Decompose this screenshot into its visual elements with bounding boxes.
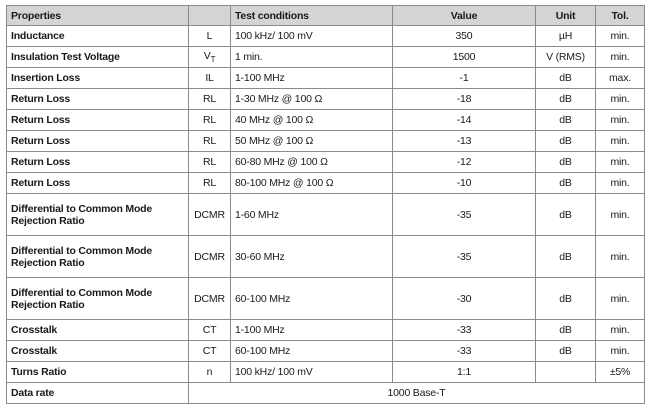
- condition-cell: 1-60 MHz: [231, 194, 393, 236]
- tol-cell: min.: [596, 341, 645, 362]
- condition-cell: 1-100 MHz: [231, 320, 393, 341]
- condition-cell: 60-100 MHz: [231, 278, 393, 320]
- tol-cell: min.: [596, 152, 645, 173]
- tol-cell: min.: [596, 278, 645, 320]
- header-properties: Properties: [7, 6, 189, 26]
- symbol-cell: [189, 362, 231, 383]
- header-test-conditions: Test conditions: [231, 6, 393, 26]
- tol-cell: ±5%: [596, 362, 645, 383]
- property-cell: Crosstalk: [7, 341, 189, 362]
- value-cell: -30: [393, 278, 536, 320]
- condition-cell: 80-100 MHz @ 100 Ω: [231, 173, 393, 194]
- tol-cell: min.: [596, 131, 645, 152]
- unit-cell: dB: [536, 320, 596, 341]
- unit-cell: dB: [536, 152, 596, 173]
- symbol-text: V: [203, 49, 211, 62]
- unit-cell: dB: [536, 173, 596, 194]
- condition-cell: 1 min.: [231, 47, 393, 68]
- tol-cell: min.: [596, 47, 645, 68]
- unit-cell: dB: [536, 89, 596, 110]
- property-cell: Inductance: [7, 26, 189, 47]
- table-row: [7, 194, 645, 236]
- value-cell: -14: [393, 110, 536, 131]
- condition-cell: 40 MHz @ 100 Ω: [231, 110, 393, 131]
- symbol-cell: [189, 320, 231, 341]
- tol-cell: min.: [596, 89, 645, 110]
- table-footer: [7, 383, 645, 404]
- unit-cell: dB: [536, 278, 596, 320]
- tol-cell: min.: [596, 173, 645, 194]
- header-tol: Tol.: [596, 6, 645, 26]
- property-cell: Differential to Common Mode Rejection Ratio: [7, 194, 189, 236]
- table-row: [7, 341, 645, 362]
- symbol-cell: [189, 110, 231, 131]
- property-cell: Differential to Common Mode Rejection Ratio: [7, 236, 189, 278]
- symbol-text: CT: [202, 345, 217, 357]
- value-cell: -33: [393, 341, 536, 362]
- value-cell: -35: [393, 236, 536, 278]
- table-row: [7, 47, 645, 68]
- symbol-text: IL: [205, 72, 214, 84]
- unit-cell: dB: [536, 131, 596, 152]
- table-body: [7, 26, 645, 383]
- specifications-table: [6, 5, 645, 404]
- header-row: [7, 6, 645, 26]
- symbol-text: RL: [202, 93, 217, 105]
- header-value: Value: [393, 6, 536, 26]
- property-cell: Crosstalk: [7, 320, 189, 341]
- tol-cell: min.: [596, 320, 645, 341]
- unit-cell: dB: [536, 194, 596, 236]
- property-cell: Insulation Test Voltage: [7, 47, 189, 68]
- property-cell: Return Loss: [7, 152, 189, 173]
- table-row: [7, 89, 645, 110]
- property-cell: Return Loss: [7, 89, 189, 110]
- property-cell: Return Loss: [7, 110, 189, 131]
- symbol-text: L: [206, 30, 213, 42]
- symbol-cell: [189, 47, 231, 68]
- spec-table-container: [6, 5, 644, 404]
- unit-cell: dB: [536, 341, 596, 362]
- value-cell: -13: [393, 131, 536, 152]
- table-header: [7, 6, 645, 26]
- header-symbol: [189, 6, 231, 26]
- condition-cell: 100 kHz/ 100 mV: [231, 362, 393, 383]
- symbol-text: RL: [202, 156, 217, 168]
- condition-cell: 60-80 MHz @ 100 Ω: [231, 152, 393, 173]
- unit-cell: [536, 362, 596, 383]
- tol-cell: min.: [596, 236, 645, 278]
- tol-cell: max.: [596, 68, 645, 89]
- symbol-cell: [189, 194, 231, 236]
- table-row: [7, 362, 645, 383]
- symbol-cell: [189, 173, 231, 194]
- unit-cell: V (RMS): [536, 47, 596, 68]
- symbol-cell: [189, 68, 231, 89]
- symbol-text: DCMR: [194, 292, 225, 305]
- data-rate-row: [7, 383, 645, 404]
- unit-cell: dB: [536, 68, 596, 89]
- unit-cell: µH: [536, 26, 596, 47]
- unit-cell: dB: [536, 110, 596, 131]
- table-row: [7, 173, 645, 194]
- tol-cell: min.: [596, 194, 645, 236]
- table-row: [7, 110, 645, 131]
- symbol-text: CT: [202, 324, 217, 336]
- symbol-cell: [189, 341, 231, 362]
- value-cell: -33: [393, 320, 536, 341]
- property-cell: Return Loss: [7, 131, 189, 152]
- table-row: [7, 320, 645, 341]
- symbol-cell: [189, 26, 231, 47]
- condition-cell: 60-100 MHz: [231, 341, 393, 362]
- value-cell: -1: [393, 68, 536, 89]
- data-rate-label: Data rate: [7, 383, 189, 404]
- condition-cell: 50 MHz @ 100 Ω: [231, 131, 393, 152]
- table-row: [7, 152, 645, 173]
- condition-cell: 1-100 MHz: [231, 68, 393, 89]
- value-cell: 350: [393, 26, 536, 47]
- symbol-cell: [189, 152, 231, 173]
- data-rate-value: 1000 Base-T: [189, 383, 645, 404]
- symbol-text: DCMR: [194, 250, 225, 263]
- table-row: [7, 68, 645, 89]
- condition-cell: 30-60 MHz: [231, 236, 393, 278]
- property-cell: Differential to Common Mode Rejection Ratio: [7, 278, 189, 320]
- table-row: [7, 236, 645, 278]
- table-row: [7, 278, 645, 320]
- value-cell: -12: [393, 152, 536, 173]
- value-cell: -10: [393, 173, 536, 194]
- symbol-subscript: T: [210, 55, 216, 65]
- tol-cell: min.: [596, 26, 645, 47]
- value-cell: 1:1: [393, 362, 536, 383]
- symbol-text: RL: [202, 135, 217, 147]
- property-cell: Turns Ratio: [7, 362, 189, 383]
- symbol-text: RL: [202, 114, 217, 126]
- tol-cell: min.: [596, 110, 645, 131]
- symbol-cell: [189, 89, 231, 110]
- value-cell: -18: [393, 89, 536, 110]
- table-row: [7, 131, 645, 152]
- symbol-cell: [189, 278, 231, 320]
- symbol-cell: [189, 236, 231, 278]
- symbol-text: RL: [202, 177, 217, 189]
- header-unit: Unit: [536, 6, 596, 26]
- condition-cell: 1-30 MHz @ 100 Ω: [231, 89, 393, 110]
- property-cell: Insertion Loss: [7, 68, 189, 89]
- condition-cell: 100 kHz/ 100 mV: [231, 26, 393, 47]
- value-cell: -35: [393, 194, 536, 236]
- symbol-text: n: [206, 366, 213, 378]
- symbol-text: DCMR: [194, 208, 225, 221]
- symbol-cell: [189, 131, 231, 152]
- table-row: [7, 26, 645, 47]
- property-cell: Return Loss: [7, 173, 189, 194]
- unit-cell: dB: [536, 236, 596, 278]
- value-cell: 1500: [393, 47, 536, 68]
